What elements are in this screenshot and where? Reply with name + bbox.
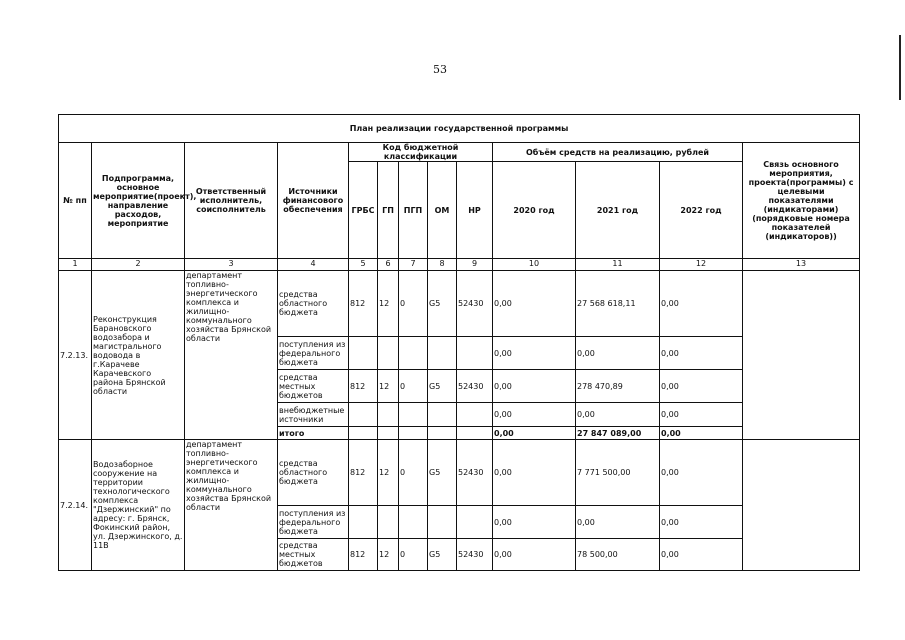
- cell-pgp: 0: [399, 440, 428, 506]
- row-source: средства областного бюджета: [278, 271, 349, 337]
- cell-om: G5: [428, 440, 457, 506]
- cell-grbs: 812: [349, 271, 378, 337]
- cell-pgp: 0: [399, 370, 428, 403]
- cell-2022: 0,00: [660, 506, 743, 539]
- header-pgp: ПГП: [399, 162, 428, 259]
- col-number: 3: [185, 259, 278, 271]
- header-executor: Ответственный исполнитель, соисполнитель: [185, 143, 278, 259]
- cell-nr: 52430: [457, 539, 493, 571]
- cell-2021: 7 771 500,00: [576, 440, 660, 506]
- header-source: Источники финансового обеспечения: [278, 143, 349, 259]
- row-source: внебюджетные источники: [278, 403, 349, 427]
- entry-executor: департамент топливно-энергетического комплекса и жилищно-коммунального хозяйства Брянской области: [185, 271, 278, 440]
- cell-pgp: [399, 506, 428, 539]
- cell-2022-total: 0,00: [660, 427, 743, 440]
- entry-number: 7.2.13.: [59, 271, 92, 440]
- header-num: № пп: [59, 143, 92, 259]
- cell-nr: 52430: [457, 440, 493, 506]
- cell-2021: 0,00: [576, 506, 660, 539]
- row-source: поступления из федерального бюджета: [278, 506, 349, 539]
- entry-name: Водозаборное сооружение на территории технологического комплекса "Дзержинский" по адресу: г. Брянск, Фокинский район, ул. Дзержинского, д. 11В: [92, 440, 185, 571]
- cell-grbs: [349, 427, 378, 440]
- entry-name: Реконструкция Барановского водозабора и магистрального водовода в г.Карачеве Карачевского района Брянской области: [92, 271, 185, 440]
- entry-executor: департамент топливно-энергетического комплекса и жилищно-коммунального хозяйства Брянской области: [185, 440, 278, 571]
- cell-om: [428, 506, 457, 539]
- cell-2020-total: 0,00: [493, 427, 576, 440]
- row-source: средства областного бюджета: [278, 440, 349, 506]
- table-title: План реализации государственной программы: [59, 115, 860, 143]
- col-number: 7: [399, 259, 428, 271]
- cell-2022: 0,00: [660, 403, 743, 427]
- cell-grbs: [349, 337, 378, 370]
- row-source-total: итого: [278, 427, 349, 440]
- header-link: Связь основного мероприятия, проекта(программы) с целевыми показателями (индикаторами) (порядковые номера показателей (индикаторов)): [743, 143, 860, 259]
- header-gp: ГП: [378, 162, 399, 259]
- cell-grbs: 812: [349, 440, 378, 506]
- cell-gp: [378, 506, 399, 539]
- cell-2021: 78 500,00: [576, 539, 660, 571]
- col-number: 11: [576, 259, 660, 271]
- cell-gp: 12: [378, 370, 399, 403]
- cell-nr: 52430: [457, 370, 493, 403]
- cell-2021: 27 568 618,11: [576, 271, 660, 337]
- cell-nr: [457, 337, 493, 370]
- header-om: ОМ: [428, 162, 457, 259]
- cell-pgp: 0: [399, 271, 428, 337]
- row-source: средства местных бюджетов: [278, 370, 349, 403]
- cell-2022: 0,00: [660, 440, 743, 506]
- entry-number: 7.2.14.: [59, 440, 92, 571]
- cell-om: G5: [428, 271, 457, 337]
- cell-om: G5: [428, 539, 457, 571]
- cell-nr: [457, 506, 493, 539]
- col-number: 10: [493, 259, 576, 271]
- cell-2021: 0,00: [576, 337, 660, 370]
- cell-nr: [457, 427, 493, 440]
- cell-2020: 0,00: [493, 403, 576, 427]
- col-number: 8: [428, 259, 457, 271]
- cell-grbs: [349, 403, 378, 427]
- cell-grbs: 812: [349, 370, 378, 403]
- cell-gp: [378, 427, 399, 440]
- header-2022: 2022 год: [660, 162, 743, 259]
- cell-om: [428, 427, 457, 440]
- col-number: 4: [278, 259, 349, 271]
- cell-gp: [378, 337, 399, 370]
- header-subprogram: Подпрограмма, основное мероприятие(проект), направление расходов, мероприятие: [92, 143, 185, 259]
- header-grbs: ГРБС: [349, 162, 378, 259]
- cell-gp: 12: [378, 440, 399, 506]
- page-number: 53: [433, 63, 447, 76]
- cell-om: [428, 403, 457, 427]
- cell-grbs: 812: [349, 539, 378, 571]
- cell-link: [743, 440, 860, 571]
- cell-2020: 0,00: [493, 506, 576, 539]
- cell-2021: 278 470,89: [576, 370, 660, 403]
- cell-2022: 0,00: [660, 539, 743, 571]
- scan-edge-line: [899, 35, 901, 100]
- col-number: 12: [660, 259, 743, 271]
- header-funds: Объём средств на реализацию, рублей: [493, 143, 743, 162]
- cell-2020: 0,00: [493, 440, 576, 506]
- cell-2022: 0,00: [660, 337, 743, 370]
- cell-om: [428, 337, 457, 370]
- header-2020: 2020 год: [493, 162, 576, 259]
- header-nr: НР: [457, 162, 493, 259]
- cell-2022: 0,00: [660, 370, 743, 403]
- cell-om: G5: [428, 370, 457, 403]
- col-number: 13: [743, 259, 860, 271]
- cell-link: [743, 271, 860, 440]
- cell-2020: 0,00: [493, 271, 576, 337]
- row-source: поступления из федерального бюджета: [278, 337, 349, 370]
- cell-2021: 0,00: [576, 403, 660, 427]
- row-source: средства местных бюджетов: [278, 539, 349, 571]
- plan-table: [58, 114, 860, 571]
- cell-pgp: [399, 403, 428, 427]
- col-number: 5: [349, 259, 378, 271]
- col-number: 9: [457, 259, 493, 271]
- cell-pgp: [399, 427, 428, 440]
- col-number: 1: [59, 259, 92, 271]
- cell-2020: 0,00: [493, 539, 576, 571]
- header-2021: 2021 год: [576, 162, 660, 259]
- cell-pgp: 0: [399, 539, 428, 571]
- cell-grbs: [349, 506, 378, 539]
- col-number: 6: [378, 259, 399, 271]
- cell-2022: 0,00: [660, 271, 743, 337]
- cell-gp: 12: [378, 539, 399, 571]
- col-number: 2: [92, 259, 185, 271]
- cell-gp: [378, 403, 399, 427]
- cell-gp: 12: [378, 271, 399, 337]
- cell-2021-total: 27 847 089,00: [576, 427, 660, 440]
- cell-2020: 0,00: [493, 370, 576, 403]
- cell-nr: [457, 403, 493, 427]
- cell-2020: 0,00: [493, 337, 576, 370]
- cell-pgp: [399, 337, 428, 370]
- header-budget-code: Код бюджетной классификации: [349, 143, 493, 162]
- cell-nr: 52430: [457, 271, 493, 337]
